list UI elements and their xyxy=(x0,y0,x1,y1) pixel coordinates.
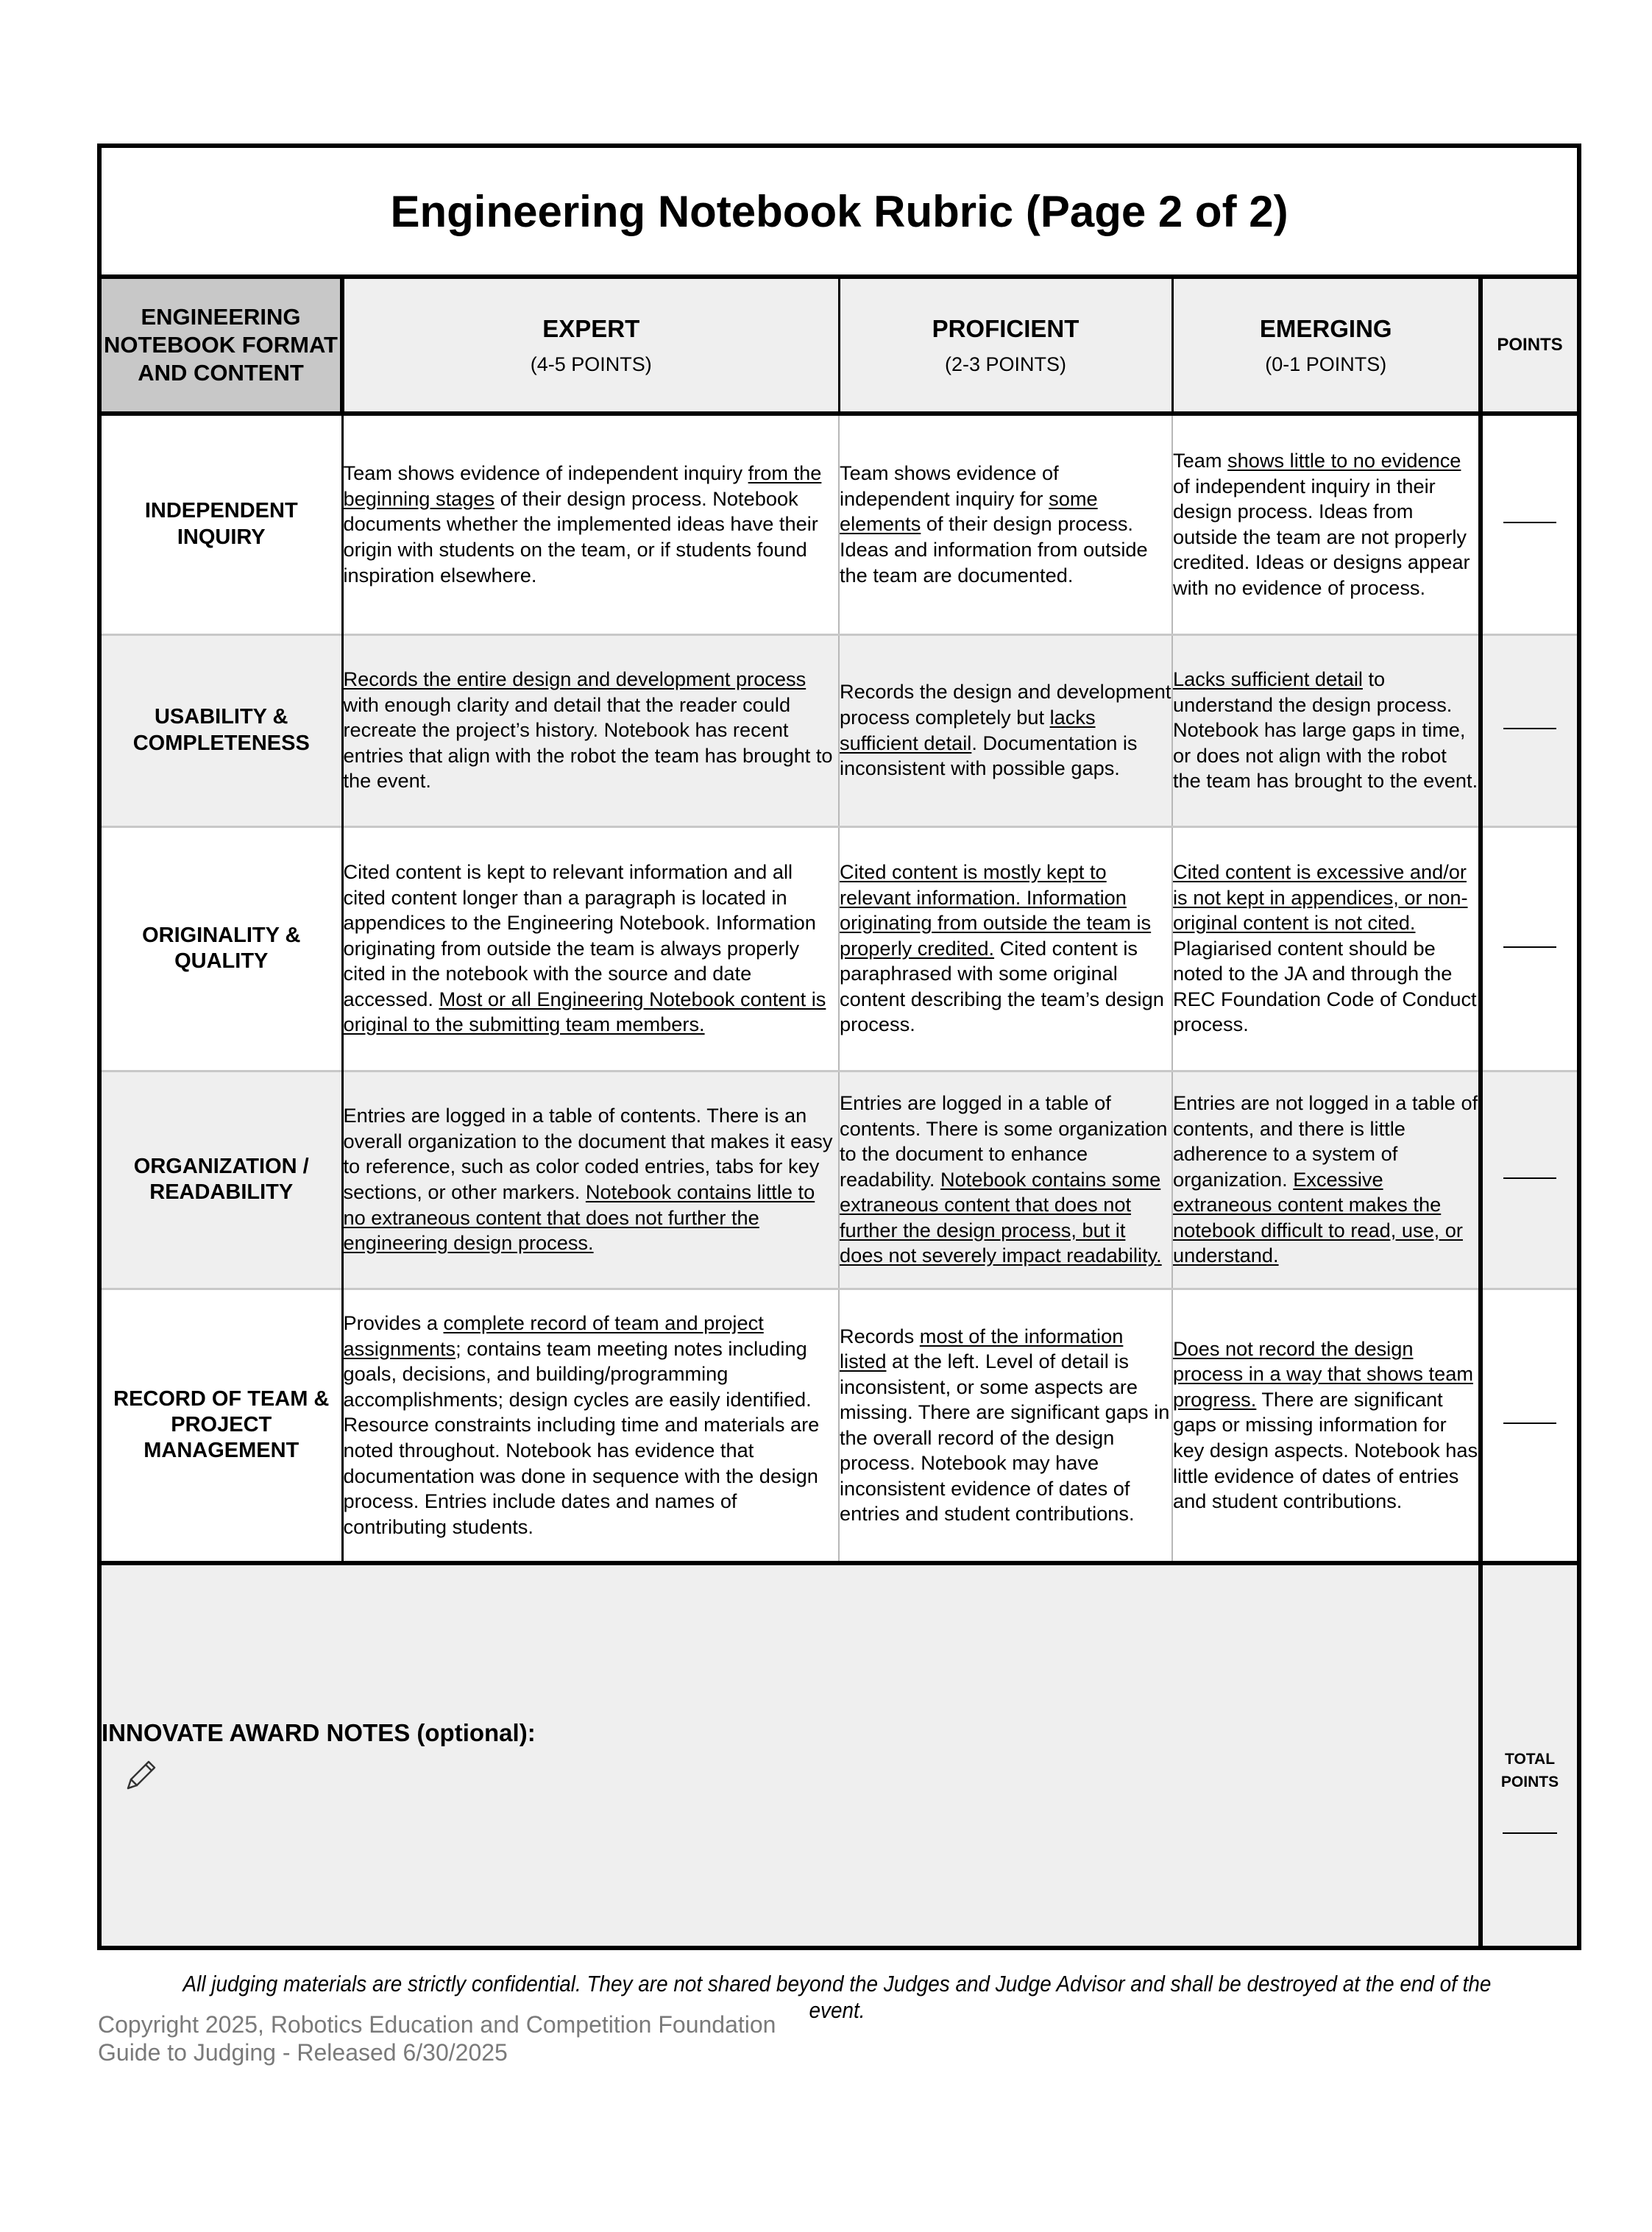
level-points: (4-5 POINTS) xyxy=(530,352,652,375)
emphasized-text: from the beginning stages xyxy=(343,461,822,510)
rubric-row xyxy=(99,1289,1579,1563)
level-name: EXPERT xyxy=(542,314,640,342)
total-points-label: TOTAL POINTS xyxy=(1500,1750,1559,1790)
emerging-description xyxy=(1172,826,1481,1071)
points-blank[interactable] xyxy=(1503,1177,1556,1179)
description-text: of independent inquiry in their design process. Ideas from outside the team are not properly credited. Ideas or designs appear with no evidence of process. xyxy=(1173,474,1470,599)
pencil-icon[interactable] xyxy=(124,1757,159,1793)
emerging-description xyxy=(1172,1289,1481,1563)
description-text: Entries are logged in a table of contents. There is an overall organization to the document that makes it easy to reference, such as color coded entries, tabs for key sections, or other markers. xyxy=(343,1104,833,1203)
total-points-blank[interactable] xyxy=(1503,1832,1557,1834)
points-entry[interactable] xyxy=(1481,1289,1579,1563)
emphasized-text: some elements xyxy=(840,486,1098,536)
level-header-emerging xyxy=(1172,277,1481,414)
emphasized-text: Does not record the design process in a way that shows team progress. xyxy=(1173,1336,1473,1411)
description-text: Provides a xyxy=(343,1311,444,1335)
points-blank[interactable] xyxy=(1503,522,1556,523)
copyright-text: Copyright 2025, Robotics Education and Competition Foundation xyxy=(98,2011,776,2038)
description-text: of their design process. Notebook documents whether the implemented ideas have their origin with students on the team, or if students found inspiration elsewhere. xyxy=(343,486,818,587)
points-blank[interactable] xyxy=(1503,728,1556,729)
proficient-description xyxy=(839,1289,1172,1563)
emphasized-text: Cited content is excessive and/or is not kept in appendices, or non-original content is not cited. xyxy=(1173,860,1468,935)
description-text: Records xyxy=(840,1324,920,1347)
description-text: Cited content is kept to relevant information and all cited content longer than a paragraph is located in appendices to the Engineering Notebook. Information originating from outside the team is always properly cited in the notebook with the source and date accessed. xyxy=(343,860,816,1010)
rubric-row xyxy=(99,1071,1579,1289)
emphasized-text: Lacks sufficient detail xyxy=(1173,667,1363,691)
expert-description xyxy=(342,634,839,826)
criterion-label: ORGANIZATION / READABILITY xyxy=(99,1071,342,1289)
description-text: Records the design and development process completely but xyxy=(840,680,1171,729)
description-text: Team shows evidence of independent inquiry for xyxy=(840,461,1059,510)
rubric-row xyxy=(99,634,1579,826)
level-points: (2-3 POINTS) xyxy=(944,352,1067,375)
notes-row xyxy=(99,1563,1579,1948)
level-name: PROFICIENT xyxy=(932,314,1080,342)
total-points-cell xyxy=(1481,1563,1579,1948)
confidentiality-notice: All judging materials are strictly confidential. They are not shared beyond the Judges and Judge Advisor and shall be destroyed at the end of the event. xyxy=(182,1971,1492,2023)
emphasized-text: shows little to no evidence xyxy=(1227,449,1461,472)
copyright-block xyxy=(98,2010,776,2067)
points-blank[interactable] xyxy=(1503,1423,1556,1424)
emphasized-text: lacks sufficient detail xyxy=(840,705,1096,754)
description-text: with enough clarity and detail that the reader could recreate the project’s history. Notebook has recent entries that align with the robot the team has brought to the event. xyxy=(343,692,833,793)
emphasized-text: Notebook contains some extraneous content that does not further the design process, but it does not severely impact readability. xyxy=(840,1167,1162,1267)
description-text: . Documentation is inconsistent with possible gaps. xyxy=(840,731,1138,780)
description-text: of their design process. Ideas and information from outside the team are documented. xyxy=(840,512,1148,587)
criterion-label: USABILITY & COMPLETENESS xyxy=(99,634,342,826)
description-text: at the left. Level of detail is inconsistent, or some aspects are missing. There are significant gaps in the overall record of the design process. Notebook may have inconsistent evidence of dates of entries and student contributions. xyxy=(840,1350,1170,1526)
emerging-description xyxy=(1172,414,1481,634)
description-text: ; contains team meeting notes including goals, decisions, and building/programming accomplishments; design cycles are easily identified. Resource constraints including time and materials are noted throughout. Notebook has evidence that documentation was done in sequence with the design process. Entries include dates and names of contributing students. xyxy=(343,1336,820,1538)
description-text: to understand the design process. Notebook has large gaps in time, or does not align with the robot the team has brought to the event. xyxy=(1173,667,1478,793)
expert-description xyxy=(342,826,839,1071)
points-header: POINTS xyxy=(1481,277,1579,414)
emphasized-text: Excessive extraneous content makes the notebook difficult to read, use, or understand. xyxy=(1173,1167,1463,1267)
proficient-description xyxy=(839,1071,1172,1289)
level-name: EMERGING xyxy=(1259,314,1392,342)
emphasized-text: Records the entire design and development process xyxy=(343,667,806,691)
description-text: Entries are logged in a table of contents. There is some organization to the document to enhance readability. xyxy=(840,1091,1168,1191)
proficient-description xyxy=(839,414,1172,634)
guide-release-text: Guide to Judging - Released 6/30/2025 xyxy=(98,2039,508,2066)
level-points: (0-1 POINTS) xyxy=(1265,352,1387,375)
expert-description xyxy=(342,1071,839,1289)
description-text: Cited content is paraphrased with some original content describing the team’s design process. xyxy=(840,936,1164,1036)
description-text: Plagiarised content should be noted to the JA and through the REC Foundation Code of Conduct process. xyxy=(1173,936,1477,1036)
points-entry[interactable] xyxy=(1481,414,1579,634)
rubric-row xyxy=(99,826,1579,1071)
proficient-description xyxy=(839,634,1172,826)
criterion-label: ORIGINALITY & QUALITY xyxy=(99,826,342,1071)
emphasized-text: most of the information listed xyxy=(840,1324,1124,1373)
expert-description xyxy=(342,1289,839,1563)
description-text: Entries are not logged in a table of contents, and there is little adherence to a system of organization. xyxy=(1173,1091,1478,1191)
header-row xyxy=(99,277,1579,414)
emphasized-text: Cited content is mostly kept to relevant information. Information originating from outside the team is properly credited. xyxy=(840,860,1152,960)
proficient-description xyxy=(839,826,1172,1071)
level-header-expert xyxy=(342,277,839,414)
emerging-description xyxy=(1172,634,1481,826)
description-text: Team xyxy=(1173,449,1228,472)
innovate-notes-area[interactable] xyxy=(99,1563,1481,1948)
description-text: There are significant gaps or missing information for key design aspects. Notebook has little evidence of dates of entries and student contributions. xyxy=(1173,1387,1478,1513)
emphasized-text: Notebook contains little to no extraneous content that does not further the engineering design process. xyxy=(343,1180,815,1255)
criteria-header: ENGINEERING NOTEBOOK FORMAT AND CONTENT xyxy=(99,277,342,414)
points-entry[interactable] xyxy=(1481,826,1579,1071)
emerging-description xyxy=(1172,1071,1481,1289)
criterion-label: INDEPENDENT INQUIRY xyxy=(99,414,342,634)
emphasized-text: complete record of team and project assignments xyxy=(343,1311,764,1360)
rubric-table xyxy=(97,144,1581,1950)
expert-description xyxy=(342,414,839,634)
criterion-label: RECORD OF TEAM & PROJECT MANAGEMENT xyxy=(99,1289,342,1563)
description-text: Team shows evidence of independent inquiry xyxy=(343,461,748,485)
notes-title: INNOVATE AWARD NOTES (optional): xyxy=(102,1718,536,1746)
page-title: Engineering Notebook Rubric (Page 2 of 2) xyxy=(99,146,1579,277)
level-header-proficient xyxy=(839,277,1172,414)
points-blank[interactable] xyxy=(1503,946,1556,948)
points-entry[interactable] xyxy=(1481,634,1579,826)
rubric-row xyxy=(99,414,1579,634)
points-entry[interactable] xyxy=(1481,1071,1579,1289)
emphasized-text: Most or all Engineering Notebook content is original to the submitting team members. xyxy=(343,987,826,1036)
